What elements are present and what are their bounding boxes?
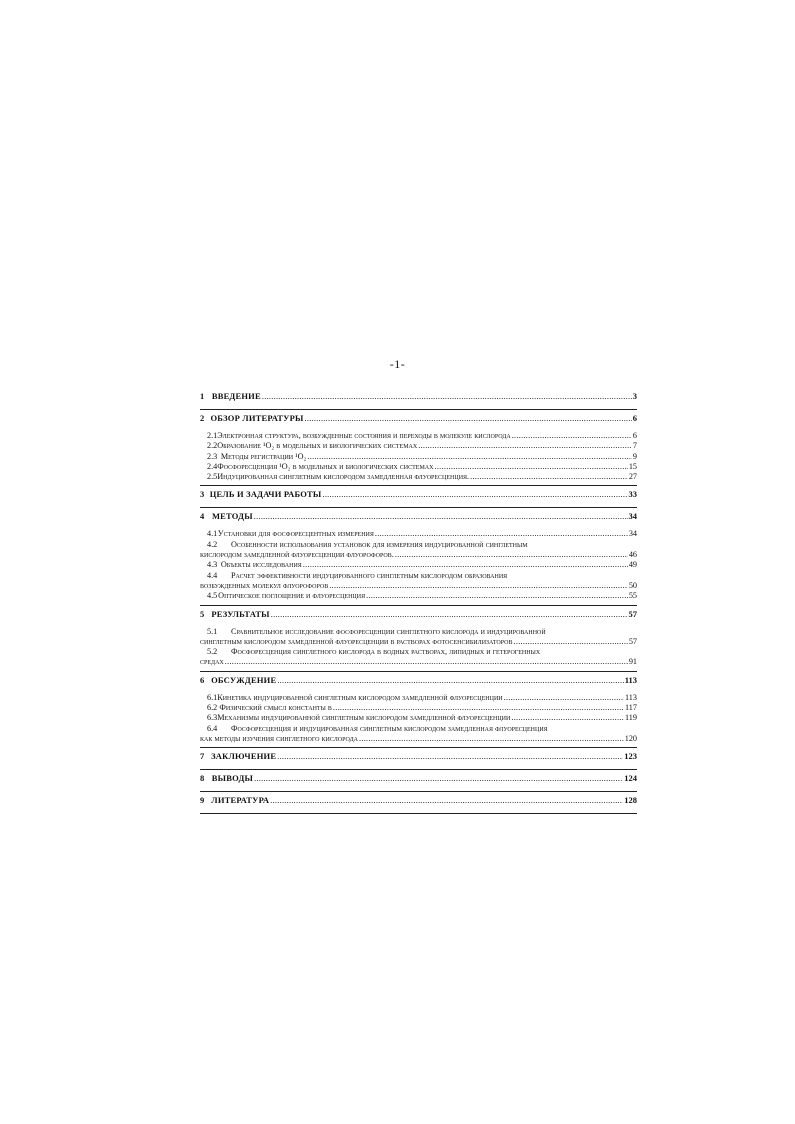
entry-title: МЕТОДЫ xyxy=(211,511,253,522)
entry-number: 4 xyxy=(200,511,205,522)
entry-title: ВВЕДЕНИЕ xyxy=(211,391,261,401)
toc-subentry[interactable] xyxy=(200,571,637,592)
toc-entry[interactable] xyxy=(200,388,637,409)
subentry-first-line xyxy=(200,571,637,581)
subentry-title: Образование ¹O₂ в модельных и биологических системах xyxy=(217,441,418,451)
toc-subentries xyxy=(200,693,637,747)
dot-leader xyxy=(277,676,623,685)
toc-subentry[interactable] xyxy=(200,724,637,745)
subentry-page: 34 xyxy=(628,529,637,539)
toc-subentry[interactable] xyxy=(200,472,637,482)
subentry-title-line1: Расчет эффективности индуцированного синглетным кислородом образования xyxy=(231,570,508,580)
subentry-number: 4.5 xyxy=(207,591,218,601)
entry-number: 6 xyxy=(200,674,205,685)
subentry-title: Механизмы индуцированной синглетным кислородом замедленной флуоресценции xyxy=(217,713,511,723)
subentry-first-line xyxy=(200,647,637,657)
subentry-number: 2.4 xyxy=(207,461,218,471)
subentry-number: 2.2 xyxy=(207,441,218,451)
toc-subentry[interactable] xyxy=(200,627,637,648)
dot-leader xyxy=(470,472,628,482)
entry-title: ЦЕЛЬ И ЗАДАЧИ РАБОТЫ xyxy=(209,489,322,500)
subentry-page: 91 xyxy=(628,657,637,667)
dot-leader xyxy=(375,529,628,539)
subentry-title: средах xyxy=(200,657,224,667)
toc-subentry[interactable] xyxy=(200,452,637,462)
dot-leader xyxy=(418,441,632,451)
toc-subentry[interactable] xyxy=(200,431,637,441)
entry-title: РЕЗУЛЬТАТЫ xyxy=(211,608,270,619)
subentry-page: 113 xyxy=(625,692,637,702)
entry-number: 7 xyxy=(200,751,205,762)
toc-subentry[interactable] xyxy=(200,441,637,451)
dot-leader xyxy=(395,550,628,560)
entry-number: 2 xyxy=(200,413,205,423)
subentry-page: 55 xyxy=(628,591,637,601)
table-of-contents xyxy=(200,388,637,814)
subentry-page: 15 xyxy=(628,461,637,471)
entry-page: 57 xyxy=(628,608,637,619)
subentry-title: Индуцированная синглетным кислородом замедленная флуоресценция. xyxy=(217,472,470,482)
entry-title: ЛИТЕРАТУРА xyxy=(211,795,270,806)
subentry-title: Кинетика индуцированной синглетным кислородом замедленной флуоресценции xyxy=(217,692,503,702)
entry-number: 8 xyxy=(200,773,205,784)
toc-section xyxy=(200,508,637,605)
subentry-first-line xyxy=(200,627,637,637)
subentry-title: возбужденных молекул флуорофоров xyxy=(200,580,329,590)
toc-subentries xyxy=(200,431,637,485)
subentry-second-line xyxy=(200,734,637,744)
subentry-number: 5.1 xyxy=(207,626,218,636)
subentry-number: 5.2 xyxy=(207,647,218,657)
subentry-number: 6.2 xyxy=(207,703,218,713)
dot-leader xyxy=(225,657,628,667)
toc-entry[interactable] xyxy=(200,672,637,693)
subentry-page: 7 xyxy=(632,441,637,451)
entry-page: 34 xyxy=(628,511,637,522)
dot-leader xyxy=(277,752,623,761)
toc-subentries xyxy=(200,627,637,671)
dot-leader xyxy=(303,560,628,570)
entry-number: 3 xyxy=(200,489,205,500)
toc-entry[interactable] xyxy=(200,486,637,507)
toc-entry[interactable] xyxy=(200,770,637,791)
dot-leader xyxy=(271,610,628,619)
subentry-title-line1: Фосфоресценция синглетного кислорода в водных растворах, липидных и гетерогенных xyxy=(231,647,541,657)
dot-leader xyxy=(514,637,628,647)
toc-subentry[interactable] xyxy=(200,591,637,601)
subentry-page: 9 xyxy=(632,451,637,461)
toc-entry[interactable] xyxy=(200,606,637,627)
toc-subentry[interactable] xyxy=(200,529,637,539)
toc-subentry[interactable] xyxy=(200,693,637,703)
entry-page: 123 xyxy=(624,751,637,762)
subentry-first-line xyxy=(200,724,637,734)
entry-title: ЗАКЛЮЧЕНИЕ xyxy=(211,751,277,762)
subentry-title: Установки для фосфоресцентных измерения xyxy=(217,529,374,539)
toc-section xyxy=(200,672,637,748)
toc-subentry[interactable] xyxy=(200,462,637,472)
subentry-page: 117 xyxy=(625,703,637,713)
dot-leader xyxy=(254,774,623,783)
page-number: -1- xyxy=(389,357,406,371)
toc-subentry[interactable] xyxy=(200,703,637,713)
entry-page: 113 xyxy=(624,674,637,685)
entry-title: ВЫВОДЫ xyxy=(211,773,254,784)
dot-leader xyxy=(270,796,623,805)
entry-title: ОБСУЖДЕНИЕ xyxy=(211,674,277,685)
dot-leader xyxy=(359,734,624,744)
dot-leader xyxy=(504,693,624,703)
subentry-title: кислородом замедленной флуоресценции флуорофоров. xyxy=(200,550,394,560)
toc-section xyxy=(200,606,637,672)
subentry-second-line xyxy=(200,550,637,560)
subentry-number: 6.1 xyxy=(207,692,218,702)
toc-section xyxy=(200,410,637,486)
subentry-title: Объекты исследования xyxy=(220,560,302,570)
subentry-title: синглетным кислородом замедленной флуоресценции в растворах фотосенсибилизаторов xyxy=(200,636,513,646)
entry-page: 124 xyxy=(624,773,637,784)
toc-subentry[interactable] xyxy=(200,713,637,723)
dot-leader xyxy=(254,512,628,521)
subentry-number: 6.4 xyxy=(207,723,218,733)
dot-leader xyxy=(329,581,628,591)
toc-section xyxy=(200,770,637,792)
subentry-second-line xyxy=(200,657,637,667)
subentry-title: как методы изучения синглетного кислорода xyxy=(200,733,359,743)
toc-section xyxy=(200,486,637,508)
dot-leader xyxy=(512,431,632,441)
toc-section xyxy=(200,748,637,770)
subentry-number: 4.3 xyxy=(207,560,218,570)
dot-leader xyxy=(333,703,624,713)
toc-entry[interactable] xyxy=(200,748,637,769)
entry-page: 33 xyxy=(628,489,637,500)
dot-leader xyxy=(322,490,627,499)
subentry-title: Физический смысл константы β xyxy=(219,703,332,713)
dot-leader xyxy=(434,462,627,472)
subentry-title-line1: Фосфоресценция и индуцированная синглетным кислородом замедленная флуоресценция xyxy=(231,723,548,733)
entry-number: 9 xyxy=(200,795,205,806)
entry-page: 6 xyxy=(632,413,637,423)
subentry-page: 49 xyxy=(628,560,637,570)
toc-entry[interactable] xyxy=(200,508,637,529)
subentry-number: 4.1 xyxy=(207,529,218,539)
subentry-number: 4.2 xyxy=(207,539,218,549)
dot-leader xyxy=(366,591,628,601)
subentry-page: 120 xyxy=(624,733,637,743)
subentry-page: 57 xyxy=(628,636,637,646)
subentry-number: 6.3 xyxy=(207,713,218,723)
toc-section xyxy=(200,792,637,814)
dot-leader xyxy=(307,452,632,462)
toc-entry[interactable] xyxy=(200,410,637,431)
subentry-title-line1: Особенности использования установок для измерения индуцированной синглетным xyxy=(231,539,528,549)
subentry-number: 2.3 xyxy=(207,451,218,461)
toc-section xyxy=(200,388,637,410)
subentry-number: 4.4 xyxy=(207,570,218,580)
toc-subentries xyxy=(200,529,637,604)
dot-leader xyxy=(305,414,632,423)
subentry-title: Фосфоресценция ¹O₂ в модельных и биологических системах xyxy=(217,461,434,471)
subentry-page: 119 xyxy=(625,713,637,723)
subentry-number: 2.5 xyxy=(207,472,218,482)
subentry-number: 2.1 xyxy=(207,431,218,440)
entry-number: 5 xyxy=(200,608,205,619)
entry-number: 1 xyxy=(200,391,205,401)
subentry-title: Электронная структура, возбужденные состояния и переходы в молекуле кислорода xyxy=(217,431,511,440)
entry-title: ОБЗОР ЛИТЕРАТУРЫ xyxy=(210,413,304,423)
subentry-title-line1: Сравнительное исследование фосфоресценции синглетного кислорода и индуцированной xyxy=(231,626,546,636)
dot-leader xyxy=(511,713,624,723)
toc-entry[interactable] xyxy=(200,792,637,813)
subentry-page: 46 xyxy=(628,550,637,560)
subentry-page: 27 xyxy=(628,472,637,482)
subentry-second-line xyxy=(200,637,637,647)
entry-page: 128 xyxy=(624,795,637,806)
dot-leader xyxy=(262,392,632,401)
entry-page: 3 xyxy=(632,391,637,401)
subentry-page: 50 xyxy=(628,580,637,590)
subentry-title: Методы регистрации ¹O₂ xyxy=(220,451,307,461)
subentry-page: 6 xyxy=(632,431,637,440)
toc-subentry[interactable] xyxy=(200,560,637,570)
subentry-first-line xyxy=(200,540,637,550)
subentry-title: Оптическое поглощение и флуоресценция xyxy=(218,591,366,601)
toc-subentry[interactable] xyxy=(200,540,637,561)
subentry-second-line xyxy=(200,581,637,591)
toc-subentry[interactable] xyxy=(200,647,637,668)
